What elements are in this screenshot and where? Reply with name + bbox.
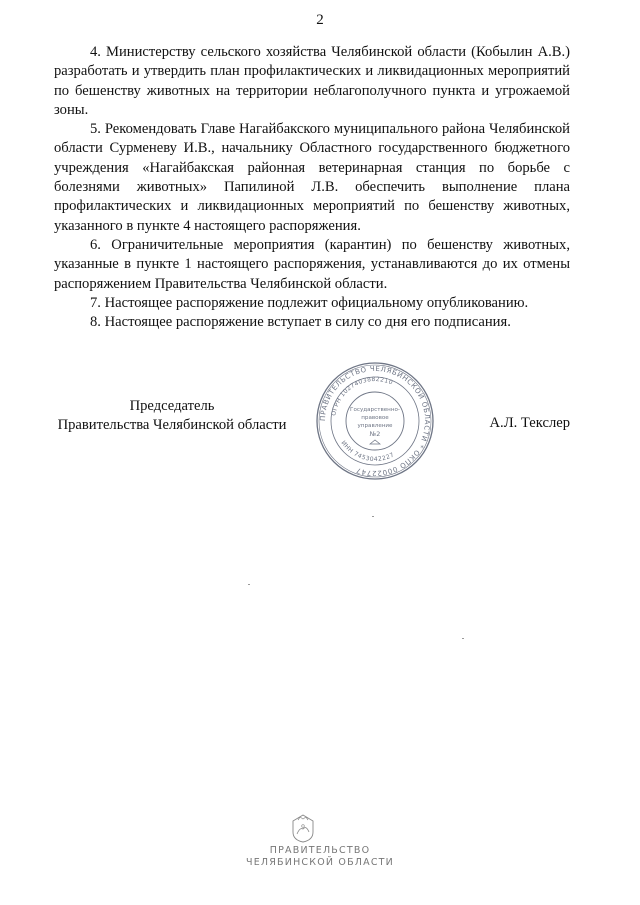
letterhead-footer [190, 845, 450, 869]
paragraph-6: 6. Ограничительные мероприятия (карантин) по бешенству животных, указанные в пункте 1 настоящего распоряжения, устанавливаются до их отмены распоряжением Правительства Челябинской области. [54, 236, 570, 292]
official-seal-stamp [314, 360, 436, 482]
paragraph-7: 7. Настоящее распоряжение подлежит официальному опубликованию. [90, 294, 529, 311]
signatory-position [54, 397, 290, 436]
seal-inner-line1: Государственно- [350, 407, 400, 413]
signatory-position-line1: Председатель [129, 398, 215, 414]
document-body [54, 43, 570, 332]
scan-speck [248, 584, 250, 585]
footer-line1: ПРАВИТЕЛЬСТВО [269, 845, 371, 856]
seal-inner-line3: управление [357, 423, 393, 429]
paragraph-5: 5. Рекомендовать Главе Нагайбакского муниципального района Челябинской области Сурменеву И.В., начальнику Областного государственного бюджетного учреждения «Нагайбакская районная ветеринарная станция по борьбе с болезнями животных» Папилиной Л.В. обеспечить выполнение плана профилактических и ликвидационных мероприятий по бешенству животных, указанного в пункте 4 настоящего распоряжения. [54, 121, 570, 234]
seal-bottom-text: ИНН 7453042227 [339, 439, 396, 464]
seal-middle-text: ОГРН 1027403882210 [330, 375, 394, 417]
signatory-position-line2: Правительства Челябинской области [57, 417, 287, 434]
seal-icon [314, 360, 436, 482]
coat-of-arms-icon [288, 812, 318, 844]
paragraph-4: 4. Министерству сельского хозяйства Челябинской области (Кобылин А.В.) разработать и утвердить план профилактических и ликвидационных мероприятий по бешенству животных на территории неблагополучного пункта и угрожаемой зоны. [54, 44, 570, 118]
seal-outer-text: ПРАВИТЕЛЬСТВО ЧЕЛЯБИНСКОЙ ОБЛАСТИ * ОКПО 00022747 [318, 364, 432, 478]
signatory-name: А.Л. Текслер [489, 415, 570, 431]
seal-inner-line2: правовое [361, 415, 389, 421]
page-number: 2 [316, 12, 324, 28]
paragraph-8: 8. Настоящее распоряжение вступает в силу со дня его подписания. [90, 314, 511, 331]
footer-line2: ЧЕЛЯБИНСКОЙ ОБЛАСТИ [246, 857, 394, 868]
seal-inner-line4: №2 [369, 430, 381, 438]
svg-text:ИНН 7453042227 [340, 440, 396, 464]
scan-speck [372, 516, 374, 517]
scan-speck [462, 638, 464, 639]
